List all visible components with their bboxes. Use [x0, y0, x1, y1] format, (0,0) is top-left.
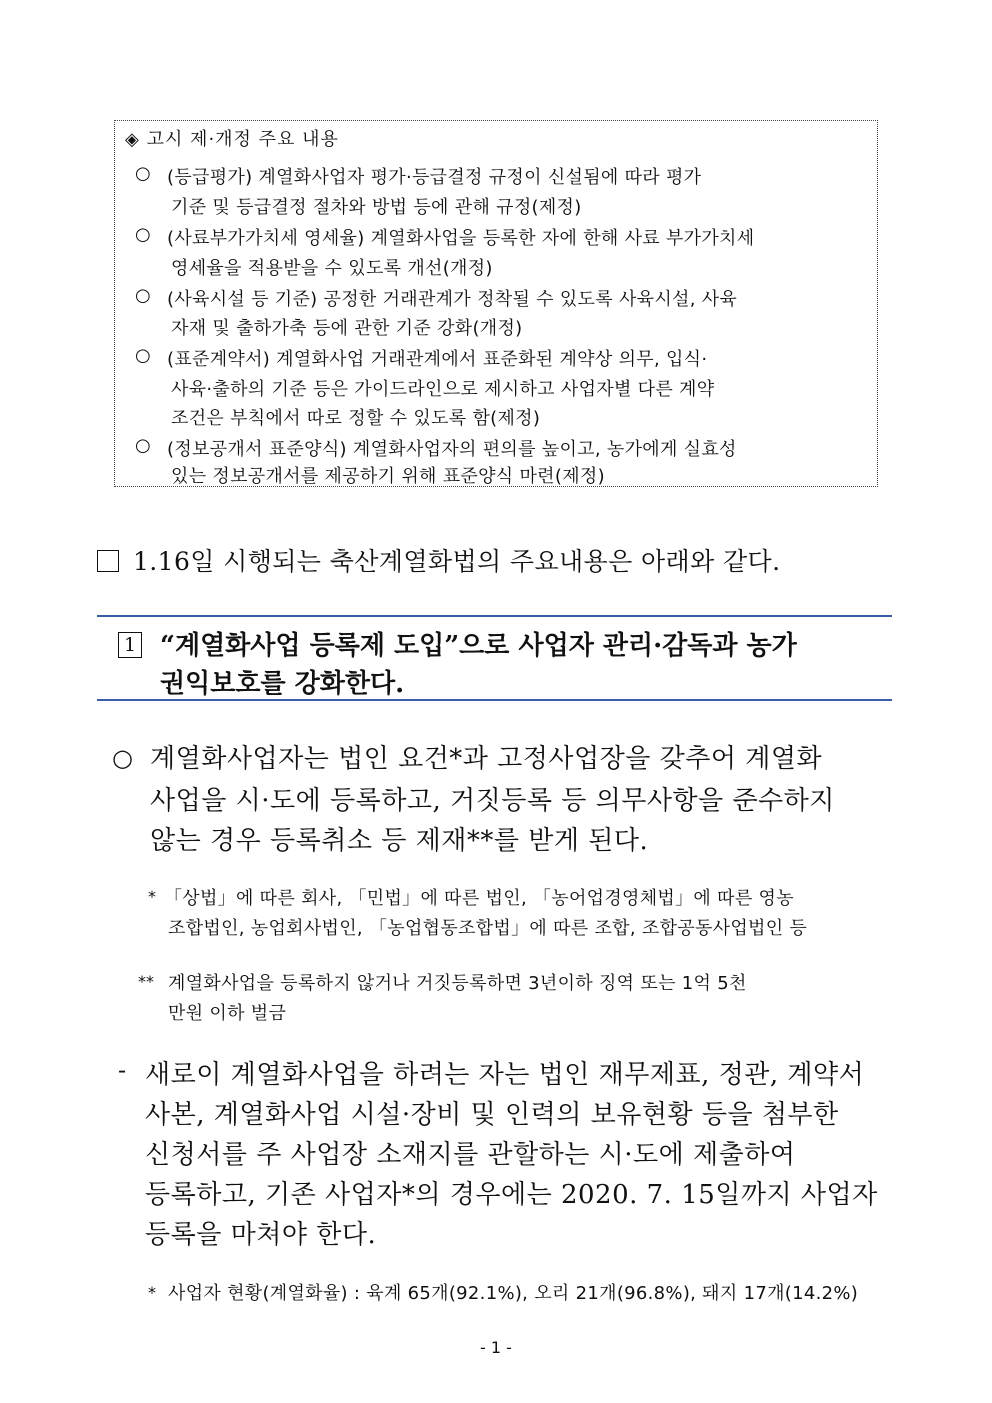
note1-line-2: 조합법인, 농업회사법인, 「농업협동조합법」에 따른 조합, 조합공동사업법인 등	[168, 918, 808, 939]
notice-item-1-line-2: 기준 및 등급결정 절차와 방법 등에 관해 규정(제정)	[171, 197, 582, 218]
notice-item-4-line-1: (표준계약서) 계열화사업 거래관계에서 표준화된 계약상 의무, 입식·	[167, 349, 708, 370]
notice-item-4-line-3: 조건은 부칙에서 따로 정할 수 있도록 함(제정)	[171, 408, 541, 429]
para2-line-3: 신청서를 주 사업장 소재지를 관할하는 시·도에 제출하여	[145, 1140, 796, 1170]
notice-bullet: ○	[135, 285, 151, 306]
para2-line-4: 등록하고, 기존 사업자*의 경우에는 2020. 7. 15일까지 사업자	[145, 1180, 878, 1210]
checkbox-square-icon	[97, 550, 119, 572]
section-bottom-rule	[97, 699, 892, 701]
summary-line	[97, 542, 780, 578]
notice-bullet: ○	[135, 435, 151, 456]
para2-line-1: 새로이 계열화사업을 하려는 자는 법인 재무제표, 정관, 계약서	[145, 1060, 865, 1090]
summary-text: 1.16일 시행되는 축산계열화법의 주요내용은 아래와 같다.	[133, 547, 781, 576]
para2-line-2: 사본, 계열화사업 시설·장비 및 인력의 보유현황 등을 첨부한	[145, 1100, 839, 1130]
notice-bullet: ○	[135, 163, 151, 184]
para1-line-1: 계열화사업자는 법인 요건*과 고정사업장을 갖추어 계열화	[150, 744, 823, 774]
section-number: 1	[118, 632, 142, 658]
dash-bullet: -	[118, 1056, 127, 1084]
notice-item-3-line-1: (사육시설 등 기준) 공정한 거래관계가 정착될 수 있도록 사육시설, 사육	[167, 289, 738, 310]
footnote-mark: *	[148, 887, 156, 906]
notice-box	[114, 120, 878, 487]
notice-item-1-line-1: (등급평가) 계열화사업자 평가·등급결정 규정이 신설됨에 따라 평가	[167, 167, 702, 188]
notice-title: ◈ 고시 제·개정 주요 내용	[125, 129, 339, 150]
para1-line-2: 사업을 시·도에 등록하고, 거짓등록 등 의무사항을 준수하지	[150, 786, 835, 816]
notice-item-4-line-2: 사육·출하의 기준 등은 가이드라인으로 제시하고 사업자별 다른 계약	[171, 379, 715, 400]
notice-item-3-line-2: 자재 및 출하가축 등에 관한 기준 강화(개정)	[171, 318, 523, 339]
footnote-mark: *	[148, 1283, 156, 1302]
notice-bullet: ○	[135, 345, 151, 366]
note2-line-2: 만원 이하 벌금	[168, 1003, 287, 1024]
section-heading-line-2: 권익보호를 강화한다.	[160, 669, 405, 699]
footnote-mark: **	[138, 972, 154, 991]
section-top-rule	[97, 615, 892, 617]
para1-line-3: 않는 경우 등록취소 등 제재**를 받게 된다.	[150, 826, 649, 856]
notice-item-5-line-2: 있는 정보공개서를 제공하기 위해 표준양식 마련(제정)	[171, 466, 605, 487]
para2-line-5: 등록을 마쳐야 한다.	[145, 1220, 377, 1250]
notice-item-2-line-2: 영세율을 적용받을 수 있도록 개선(개정)	[171, 258, 493, 279]
section-heading-line-1: “계열화사업 등록제 도입”으로 사업자 관리·감독과 농가	[160, 631, 797, 661]
note2-line-1: 계열화사업을 등록하지 않거나 거짓등록하면 3년이하 징역 또는 1억 5천	[168, 973, 747, 994]
notice-item-2-line-1: (사료부가가치세 영세율) 계열화사업을 등록한 자에 한해 사료 부가가치세	[167, 228, 755, 249]
notice-bullet: ○	[135, 224, 151, 245]
note3-line-1: 사업자 현황(계열화율) : 육계 65개(92.1%), 오리 21개(96.8%), 돼지 17개(14.2%)	[168, 1283, 859, 1304]
paragraph-bullet: ○	[112, 744, 133, 772]
note1-line-1: 「상법」에 따른 회사, 「민법」에 따른 법인, 「농어업경영체법」에 따른 영농	[164, 888, 794, 909]
page-number: - 1 -	[480, 1338, 512, 1357]
notice-item-5-line-1: (정보공개서 표준양식) 계열화사업자의 편의를 높이고, 농가에게 실효성	[167, 439, 737, 460]
